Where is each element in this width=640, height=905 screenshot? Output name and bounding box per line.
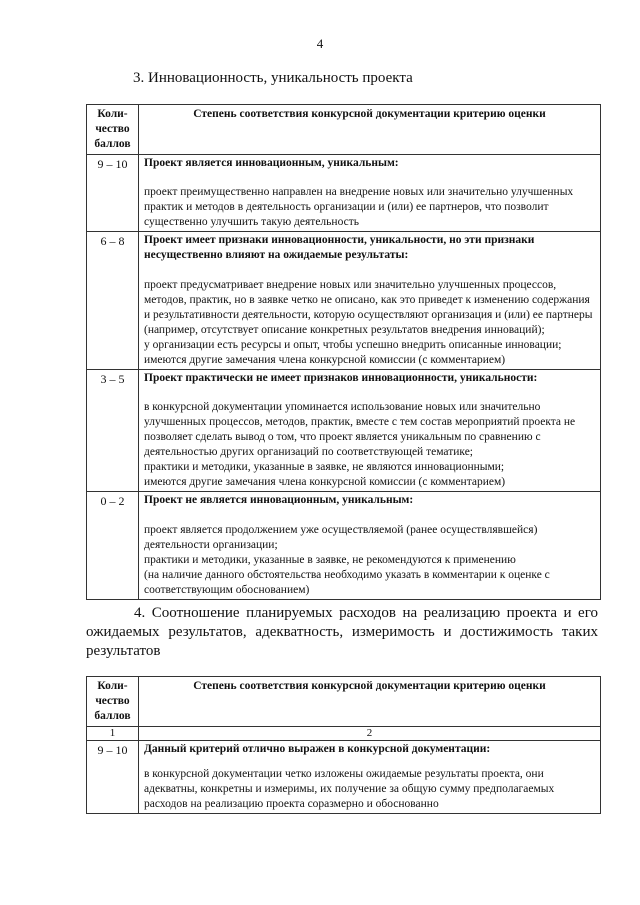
criteria-cell xyxy=(139,232,601,370)
criteria-line: проект преимущественно направлен на внедрение новых или значительно улучшенных практик и методов в деятельность организации и (или) ее партнеров, что позволит существенно улучшить такую деятельность xyxy=(144,186,574,228)
score-column-header xyxy=(87,677,139,727)
table-row xyxy=(87,741,601,814)
criteria-line: у организации есть ресурсы и опыт, чтобы успешно внедрить описанные инновации; xyxy=(144,339,562,351)
criteria-cell xyxy=(139,370,601,492)
criteria-table-innovation xyxy=(86,104,601,600)
column-number-row xyxy=(87,727,601,741)
table-header-row xyxy=(87,677,601,727)
criteria-line: в конкурсной документации упоминается использование новых или значительно улучшенных процессов, методов, практик, вместе с тем состав мероприятий проекта не позволяет сделать вывод о том, что проект является уникальным по сравнению с деятельностью других организаций по соответствующей тематике; xyxy=(144,401,576,458)
criteria-line: (на наличие данного обстоятельства необходимо указать в комментарии к оценке с соответствующим обоснованием) xyxy=(144,569,550,596)
criteria-line: проект является продолжением уже осуществляемой (ранее осуществлявшейся) деятельности организации; xyxy=(144,524,538,551)
header-line: баллов xyxy=(94,710,131,722)
score-cell: 3 – 5 xyxy=(87,370,139,492)
header-line: чество xyxy=(95,123,130,135)
criteria-line: проект предусматривает внедрение новых или значительно улучшенных процессов, методов, практик, но в заявке четко не описано, как это приведет к изменению содержания и результативности деятельности, которую осуществляют организация и (или) ее партнеры (например, отсутствует описание конкретных результатов внедрения инноваций); xyxy=(144,279,593,336)
score-cell: 9 – 10 xyxy=(87,741,139,814)
table-row xyxy=(87,492,601,600)
criteria-heading: Проект является инновационным, уникальным: xyxy=(144,157,399,169)
score-cell: 6 – 8 xyxy=(87,232,139,370)
criteria-cell xyxy=(139,492,601,600)
criteria-cell xyxy=(139,741,601,814)
header-line: Коли- xyxy=(97,108,128,120)
section-3-title: 3. Инновационность, уникальность проекта xyxy=(133,70,413,86)
table-row xyxy=(87,370,601,492)
page-number: 4 xyxy=(316,36,324,51)
criteria-heading: Данный критерий отлично выражен в конкурсной документации: xyxy=(144,743,491,755)
criteria-cell xyxy=(139,155,601,232)
score-cell: 9 – 10 xyxy=(87,155,139,232)
criteria-table-costs xyxy=(86,676,601,814)
score-cell: 0 – 2 xyxy=(87,492,139,600)
criteria-line: имеются другие замечания члена конкурсной комиссии (с комментарием) xyxy=(144,354,506,366)
criteria-heading: Проект практически не имеет признаков инновационности, уникальности: xyxy=(144,372,538,384)
criteria-column-header: Степень соответствия конкурсной документации критерию оценки xyxy=(139,105,601,155)
criteria-heading: Проект имеет признаки инновационности, уникальности, но эти признаки несущественно влияют на ожидаемые результаты: xyxy=(144,234,535,261)
criteria-column-header: Степень соответствия конкурсной документации критерию оценки xyxy=(139,677,601,727)
criteria-line: в конкурсной документации четко изложены ожидаемые результаты проекта, они адекватны, конкретны и измеримы, их получение за общую сумму предполагаемых расходов на реализацию проекта соразмерно и обоснованно xyxy=(144,768,555,810)
column-number: 2 xyxy=(139,727,601,741)
score-column-header xyxy=(87,105,139,155)
criteria-line: имеются другие замечания члена конкурсной комиссии (с комментарием) xyxy=(144,476,506,488)
table-row xyxy=(87,155,601,232)
header-line: Коли- xyxy=(97,680,128,692)
column-number: 1 xyxy=(87,727,139,741)
table-row xyxy=(87,232,601,370)
section-4-title: 4. Соотношение планируемых расходов на реализацию проекта и его ожидаемых результатов, адекватность, измеримость и достижимость таких результатов xyxy=(86,605,598,659)
criteria-line: практики и методики, указанные в заявке, не рекомендуются к применению xyxy=(144,554,516,566)
criteria-heading: Проект не является инновационным, уникальным: xyxy=(144,494,414,506)
header-line: чество xyxy=(95,695,130,707)
header-line: баллов xyxy=(94,138,131,150)
criteria-line: практики и методики, указанные в заявке, не являются инновационными; xyxy=(144,461,505,473)
table-header-row xyxy=(87,105,601,155)
